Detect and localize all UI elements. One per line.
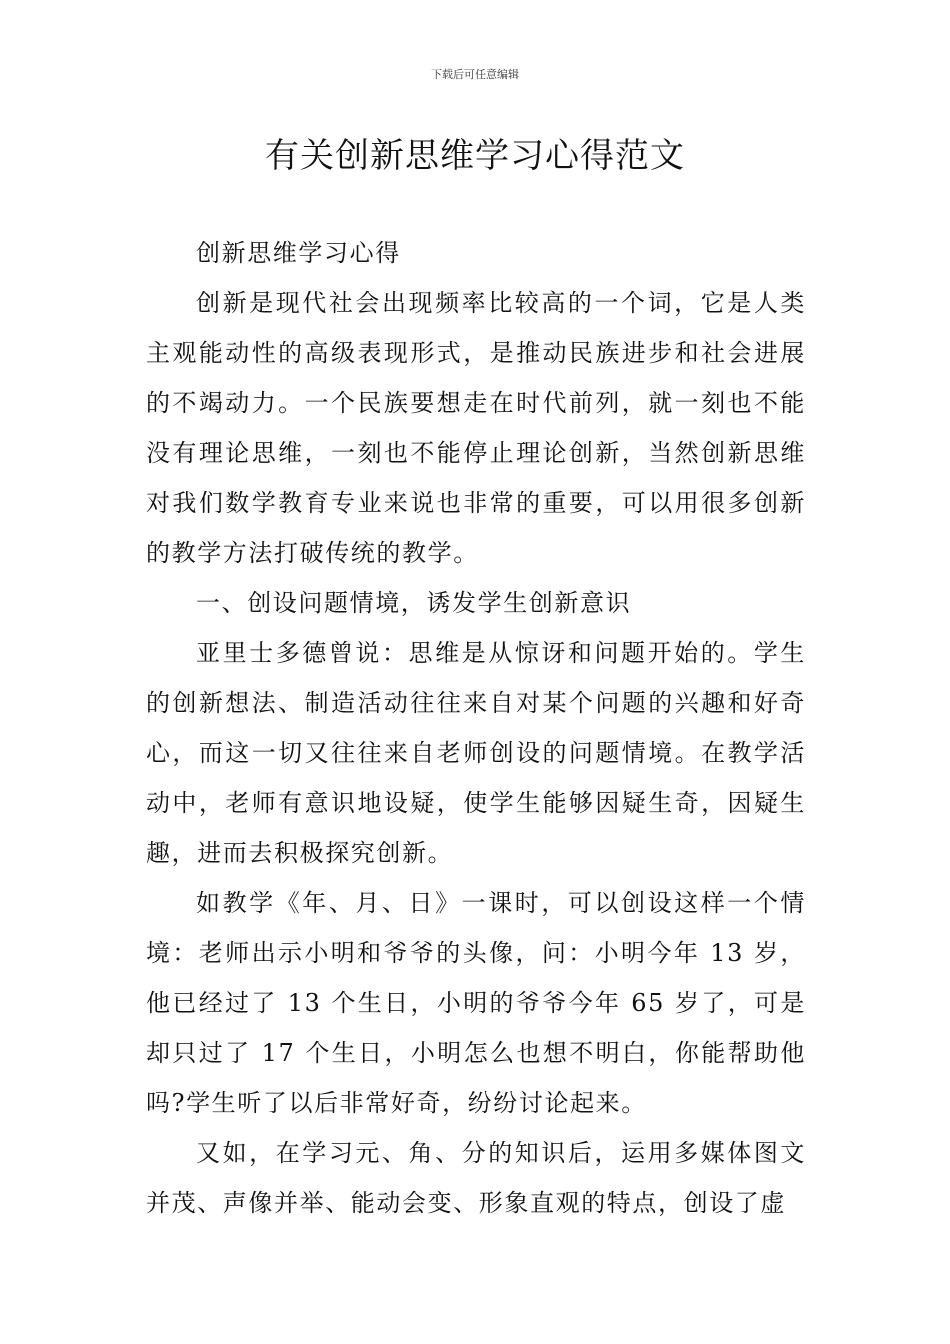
paragraph-subtitle: 创新思维学习心得 [196,239,401,267]
document-title: 有关创新思维学习心得范文 [265,136,685,176]
paragraph-aristotle: 亚里士多德曾说：思维是从惊讶和问题开始的。学生的创新想法、制造活动往往来自对某个问题的兴趣和好奇心，而这一切又往往来自老师创设的问题情境。在教学活动中，老师有意识地设疑，使学生能够因疑生奇，因疑生趣，进而去积极探究创新。 [146,639,806,867]
paragraph-example-money: 又如，在学习元、角、分的知识后，运用多媒体图文并茂、声像并举、能动会变、形象直观的特点，创设了虚 [146,1139,806,1217]
paragraph-example-calendar: 如教学《年、月、日》一课时，可以创设这样一个情境：老师出示小明和爷爷的头像，问：小明今年 13 岁，他已经过了 13 个生日，小明的爷爷今年 65 岁了，可是却只过了 17 个生日，小明怎么也想不明白，你能帮助他吗?学生听了以后非常好奇，纷纷讨论起来。 [146,889,806,1117]
page-header-note: 下载后可任意编辑 [431,68,519,81]
document-body [146,228,806,1228]
paragraph-section-heading: 一、创设问题情境，诱发学生创新意识 [196,589,632,617]
paragraph-intro: 创新是现代社会出现频率比较高的一个词，它是人类主观能动性的高级表现形式，是推动民族进步和社会进展的不竭动力。一个民族要想走在时代前列，就一刻也不能没有理论思维，一刻也不能停止理论创新，当然创新思维对我们数学教育专业来说也非常的重要，可以用很多创新的教学方法打破传统的教学。 [146,289,806,567]
